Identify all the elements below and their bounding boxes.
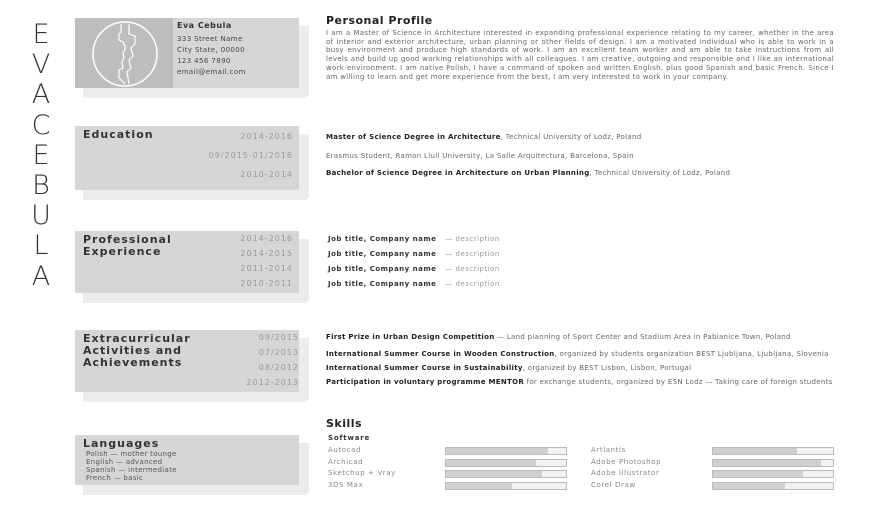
portrait-logo-icon <box>75 18 173 88</box>
job-description: — description <box>445 250 500 258</box>
education-date: 2010-2014 <box>240 170 293 179</box>
name-letter: C <box>31 109 51 141</box>
job-entry <box>328 235 500 243</box>
skill-level-fill <box>713 460 821 466</box>
skill-level-bar <box>445 482 567 490</box>
experience-date: 2014-2015 <box>240 249 293 258</box>
job-entry <box>328 265 500 273</box>
education-school: , Technical University of Lodz, Poland <box>500 133 642 141</box>
skills-subtitle: Software <box>328 434 371 442</box>
profile-text: I am a Master of Science in Architecture interested in expanding professional experience relating to my career, whether in the area of interior and exterior architecture, urban planning or other fields of design. I am a motivated individual who is able to work in a busy environment and produce high standards of work. I am an excellent team worker and am able to take instructions from all levels and build up good working relationships with all colleagues. I am creative, outgoing and responsible and I like an international work environment. I am native Polish, I have a command of spoken and written English, plus good Spanish and basic French. Since I am willing to learn and get more experience from the best, I am very interested to work in your company. <box>326 29 834 81</box>
education-degree: Master of Science Degree in Architecture <box>326 133 501 141</box>
skill-level-bar <box>445 470 567 478</box>
contact-city: City State, 00000 <box>177 46 245 54</box>
extracurricular-date: 09/2015 <box>258 333 299 342</box>
job-title: Job title, Company name <box>328 250 437 258</box>
extracurricular-title-line: Achievements <box>83 356 183 369</box>
skills-title: Skills <box>326 417 363 430</box>
experience-box <box>75 231 299 293</box>
education-entry <box>326 169 834 178</box>
skill-level-bar <box>712 447 834 455</box>
language-item: English — advanced <box>86 458 163 466</box>
contact-details <box>177 34 246 78</box>
name-letter: U <box>31 200 51 232</box>
skill-level-bar <box>445 447 567 455</box>
contact-name: Eva Cebula <box>177 21 232 30</box>
language-item: Spanish — intermediate <box>86 466 177 474</box>
contact-email[interactable]: email@email.com <box>177 68 246 76</box>
skill-label: Sketchup + Vray <box>328 469 396 477</box>
name-letter: A <box>31 260 51 292</box>
job-title: Job title, Company name <box>328 235 437 243</box>
extracurricular-entry-title: First Prize in Urban Design Competition <box>326 333 495 341</box>
education-entry <box>326 152 834 161</box>
name-letter: V <box>31 49 51 81</box>
extracurricular-box <box>75 330 299 392</box>
job-entry <box>328 250 500 258</box>
extracurricular-date: 08/2012 <box>258 363 299 372</box>
extracurricular-entry <box>326 350 836 359</box>
skill-label: Autocad <box>328 446 362 454</box>
education-box <box>75 126 299 190</box>
experience-date: 2010-2011 <box>240 279 293 288</box>
job-entry <box>328 280 500 288</box>
skill-level-fill <box>713 483 785 489</box>
education-degree: Bachelor of Science Degree in Architecture on Urban Planning <box>326 169 590 177</box>
experience-date: 2014-2016 <box>240 234 293 243</box>
skill-level-bar <box>712 470 834 478</box>
extracurricular-entry-title: International Summer Course in Wooden Construction <box>326 350 555 358</box>
extracurricular-title <box>83 333 191 369</box>
job-description: — description <box>445 235 500 243</box>
extracurricular-entry-detail: — Land planning of Sport Center and Stadium Area in Pabianice Town, Poland <box>494 333 791 341</box>
experience-title-line: Experience <box>83 245 162 258</box>
language-item: Polish — mother tounge <box>86 450 177 458</box>
extracurricular-entry <box>326 333 836 342</box>
job-title: Job title, Company name <box>328 280 437 288</box>
extracurricular-title-line: Activities and <box>83 344 182 357</box>
skill-label: Artlantis <box>591 446 626 454</box>
contact-phone: 123 456 7890 <box>177 57 231 65</box>
skill-level-fill <box>713 471 803 477</box>
extracurricular-date: 07/2013 <box>258 348 299 357</box>
contact-box <box>75 18 299 88</box>
languages-title: Languages <box>83 437 160 450</box>
extracurricular-date: 2012-2013 <box>246 378 299 387</box>
job-description: — description <box>445 265 500 273</box>
job-description: — description <box>445 280 500 288</box>
skill-level-fill <box>713 448 797 454</box>
extracurricular-entry-title: Participation in voluntary programme MENTOR <box>326 378 525 386</box>
skill-label: Archicad <box>328 457 364 466</box>
education-entry <box>326 133 834 142</box>
extracurricular-entry-title: International Summer Course in Sustainability <box>326 364 523 372</box>
name-letter: L <box>33 230 49 262</box>
education-title: Education <box>83 128 154 141</box>
extracurricular-entry-detail: , organized by BEST Lisbon, Lisbon, Portugal <box>522 364 692 372</box>
extracurricular-entry <box>326 378 836 387</box>
skill-level-bar <box>712 482 834 490</box>
skill-level-fill <box>446 460 536 466</box>
extracurricular-entry-detail: for exchange students, organized by ESN Lodz — Taking care of foreign students <box>524 378 833 386</box>
name-letter: A <box>31 79 51 111</box>
skill-label: Corel Draw <box>591 480 636 489</box>
language-item: French — basic <box>86 474 144 482</box>
profile-title: Personal Profile <box>326 14 433 27</box>
contact-street: 333 Street Name <box>177 35 243 43</box>
logo-block <box>75 18 173 88</box>
skill-level-bar <box>712 459 834 467</box>
skill-level-fill <box>446 471 542 477</box>
skill-level-bar <box>445 459 567 467</box>
skill-label: Adobe Photoshop <box>591 457 662 466</box>
extracurricular-entry-detail: , organized by students organization BEST Ljubljana, Ljubljana, Slovenia <box>554 350 829 358</box>
skill-level-fill <box>446 448 548 454</box>
skill-label: Adobe Illustrator <box>591 469 660 477</box>
skill-label: 3DS Max <box>328 480 364 489</box>
experience-date: 2011-2014 <box>240 264 293 273</box>
job-title: Job title, Company name <box>328 265 437 273</box>
vertical-name <box>26 20 56 292</box>
education-date: 2014-2016 <box>240 132 293 141</box>
extracurricular-title-line: Extracurricular <box>83 332 191 345</box>
experience-title <box>83 234 172 258</box>
education-erasmus: Erasmus Student, Ramon Llull University, La Salle Arquitectura, Barcelona, Spain <box>326 152 634 160</box>
education-school: , Technical University of Lodz, Poland <box>589 169 731 177</box>
name-letter: E <box>32 19 50 50</box>
name-letter: E <box>32 139 50 171</box>
extracurricular-entry <box>326 364 836 373</box>
name-letter: B <box>32 170 50 202</box>
skill-level-fill <box>446 483 512 489</box>
experience-title-line: Professional <box>83 233 172 246</box>
education-date: 09/2015-01/2016 <box>208 151 293 160</box>
